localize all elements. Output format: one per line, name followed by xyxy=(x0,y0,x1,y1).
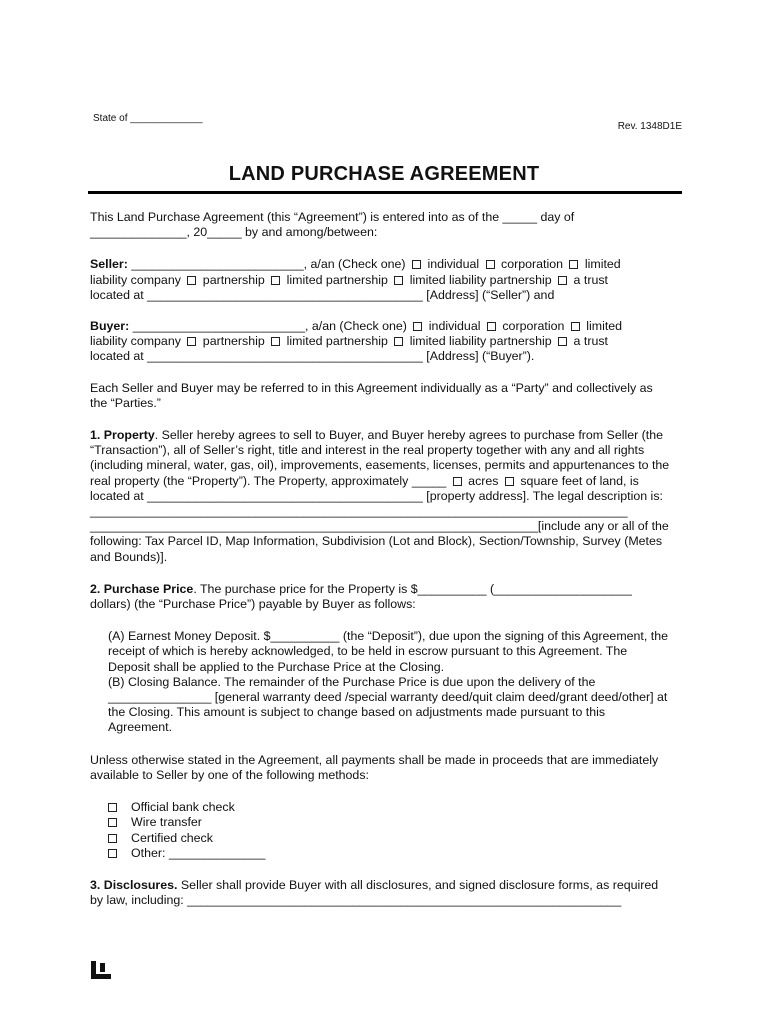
bank-check-checkbox[interactable] xyxy=(108,803,117,812)
seller-corporation-checkbox[interactable] xyxy=(486,260,495,269)
seller-llp-checkbox[interactable] xyxy=(394,276,403,285)
disclosures-heading: 3. Disclosures. xyxy=(90,877,178,892)
intro-paragraph: This Land Purchase Agreement (this “Agreement”) is entered into as of the _____ day of ______________, 20_____ by and among/between: xyxy=(90,210,575,240)
certified-check-checkbox[interactable] xyxy=(108,834,117,843)
state-field: State of _____________ xyxy=(93,113,203,124)
document-title: LAND PURCHASE AGREEMENT xyxy=(228,163,540,185)
buyer-paragraph: Buyer: _________________________, a/an (Check one) individual corporation limited liability company partnership limited partnership limited liability partnership a trust located at ________________________________________ [Address] (“Buyer”). xyxy=(90,319,623,364)
buyer-llp-checkbox[interactable] xyxy=(394,337,403,346)
agreement-body xyxy=(90,210,680,908)
parties-paragraph: Each Seller and Buyer may be referred to in this Agreement individually as a “Party” and collectively as the “Parties.” xyxy=(90,380,653,410)
buyer-trust-checkbox[interactable] xyxy=(558,337,567,346)
buyer-individual-checkbox[interactable] xyxy=(413,322,422,331)
property-section: 1. Property. Seller hereby agrees to sell to Buyer, and Buyer hereby agrees to purchase from Seller (the “Transaction”), all of Seller’s right, title and interest in the real property together with any and all rights (including mineral, water, gas, oil), improvements, easements, licenses, permits and appurtenances to the real property (the “Property”). The Property, approximately _____ acres square feet of land, is located at ________________________________________ [property address]. The legal description is: ______________________________________________________________________________ _________________________________________________________________[include any or all of the following: Tax Parcel ID, Map Information, Subdivision (Lot and Block), Section/Township, Survey (Metes and Bounds)]. xyxy=(90,428,670,564)
property-heading: 1. Property xyxy=(90,428,155,443)
payment-terms: (A) Earnest Money Deposit. $__________ (the “Deposit”), due upon the signing of this Agreement, the receipt of which is hereby acknowledged, to be held in escrow pursuant to this Agreement. The Deposit shall be applied to the Purchase Price at the Closing. (B) Closing Balance. The remainder of the Purchase Price is due upon the delivery of the _______________ [general warranty deed /special warranty deed/quit claim deed/grant deed/other] at the Closing. This amount is subject to change based on adjustments made pursuant to this Agreement. xyxy=(108,629,668,735)
buyer-corporation-checkbox[interactable] xyxy=(487,322,496,331)
buyer-lp-checkbox[interactable] xyxy=(271,337,280,346)
seller-individual-checkbox[interactable] xyxy=(412,260,421,269)
purchase-price-section: 2. Purchase Price. The purchase price for the Property is $__________ (____________________ dollars) (the “Purchase Price”) payable by Buyer as follows: xyxy=(90,581,632,612)
list-item: Other: ______________ xyxy=(108,846,680,861)
purchase-price-heading: 2. Purchase Price xyxy=(90,581,194,596)
seller-partnership-checkbox[interactable] xyxy=(187,276,196,285)
seller-paragraph: Seller: _________________________, a/an (Check one) individual corporation limited liability company partnership limited partnership limited liability partnership a trust located at ________________________________________ [Address] (“Seller”) and xyxy=(90,257,621,302)
square-feet-checkbox[interactable] xyxy=(505,477,514,486)
wire-transfer-checkbox[interactable] xyxy=(108,818,117,827)
payment-methods-list xyxy=(90,800,680,861)
buyer-label: Buyer: xyxy=(90,319,130,334)
revision-number: Rev. 1348D1E xyxy=(617,121,682,132)
title-divider xyxy=(88,191,682,194)
brand-logo-icon xyxy=(91,961,111,979)
list-item: Official bank check xyxy=(108,800,680,815)
buyer-partnership-checkbox[interactable] xyxy=(187,337,196,346)
seller-trust-checkbox[interactable] xyxy=(558,276,567,285)
list-item: Wire transfer xyxy=(108,815,680,830)
buyer-llc-checkbox[interactable] xyxy=(571,322,580,331)
seller-llc-checkbox[interactable] xyxy=(569,260,578,269)
seller-label: Seller: xyxy=(90,257,128,272)
acres-checkbox[interactable] xyxy=(453,477,462,486)
list-item: Certified check xyxy=(108,831,680,846)
disclosures-section: 3. Disclosures. Seller shall provide Buyer with all disclosures, and signed disclosure forms, as required by law, including: _______________________________________________________________ xyxy=(90,877,659,908)
other-method-checkbox[interactable] xyxy=(108,849,117,858)
seller-lp-checkbox[interactable] xyxy=(271,276,280,285)
payment-methods-intro: Unless otherwise stated in the Agreement, all payments shall be made in proceeds that are immediately available to Seller by one of the following methods: xyxy=(90,752,659,782)
